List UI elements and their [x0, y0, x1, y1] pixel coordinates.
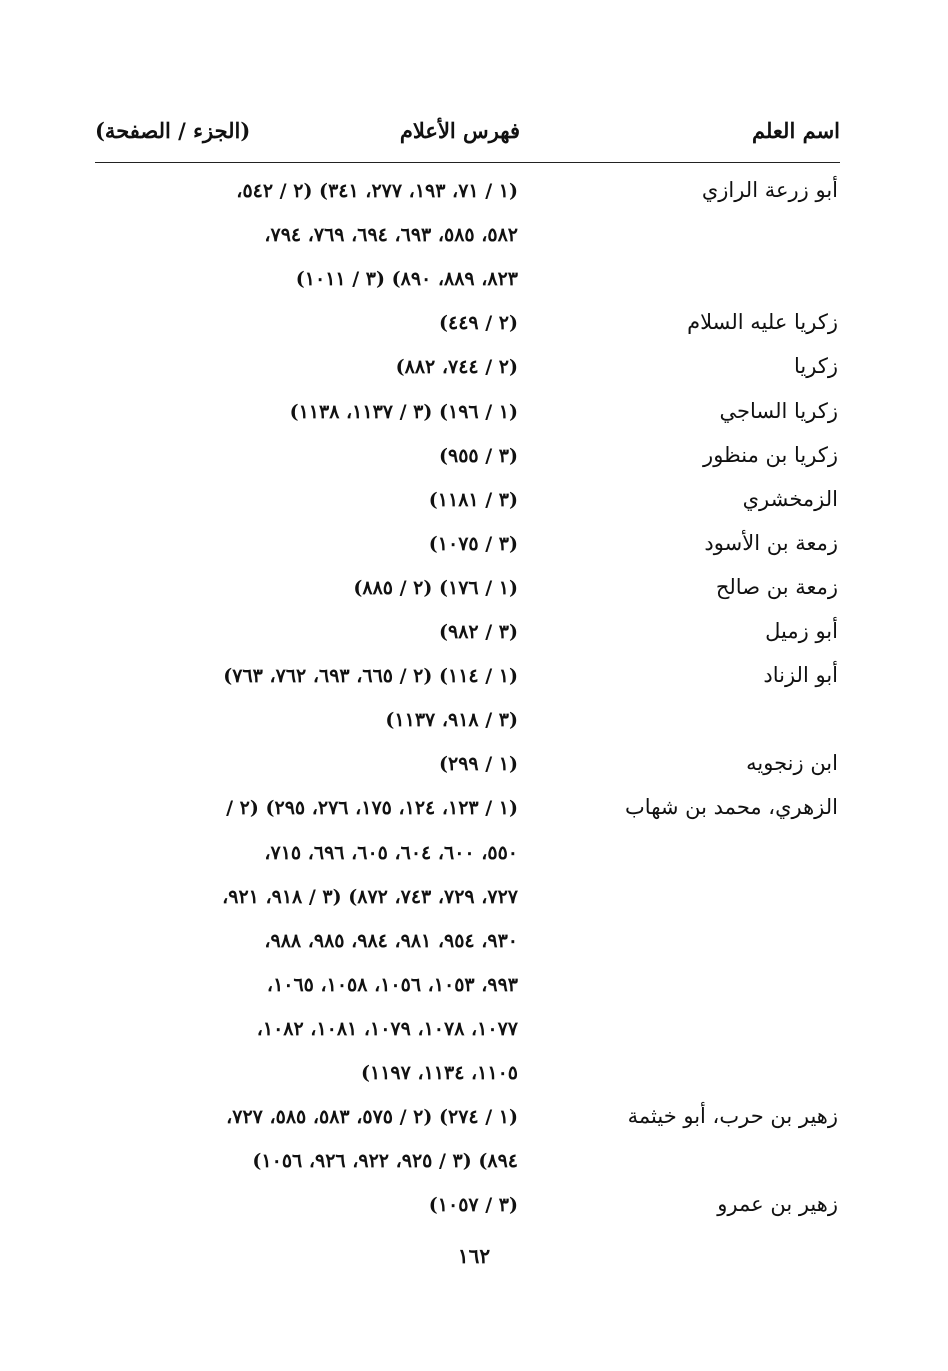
index-line — [0, 663, 948, 699]
index-line — [0, 619, 948, 655]
entry-name: زكريا — [794, 354, 838, 379]
entry-references: ٨٢٣، ٨٨٩، ٨٩٠) (٣ / ١٠١١) — [295, 268, 518, 291]
index-line — [0, 310, 948, 346]
entry-references: ٥٨٢، ٥٨٥، ٦٩٣، ٦٩٤، ٧٦٩، ٧٩٤، — [264, 224, 518, 247]
entry-references: ٩٩٣، ١٠٥٣، ١٠٥٦، ١٠٥٨، ١٠٦٥، — [266, 973, 518, 996]
page-number: ١٦٢ — [457, 1244, 491, 1268]
entry-name: زهير بن حرب، أبو خيثمة — [627, 1104, 838, 1129]
index-line — [0, 1060, 948, 1096]
index-line — [0, 1192, 948, 1228]
entry-references: (١ / ١٧٦) (٢ / ٨٨٥) — [353, 576, 518, 599]
entry-references: ٨٩٤) (٣ / ٩٢٥، ٩٢٢، ٩٢٦، ١٠٥٦) — [252, 1150, 518, 1173]
entry-name: زكريا الساجي — [719, 398, 838, 423]
entry-name: الزمخشري — [742, 486, 838, 511]
entry-name: زهير بن عمرو — [717, 1192, 838, 1217]
name-column-heading: اسم العلم — [751, 118, 840, 143]
entry-name: زمعة بن صالح — [715, 574, 838, 599]
entry-name: زكريا عليه السلام — [687, 310, 838, 335]
entry-references: (٣ / ١١٨١) — [428, 488, 518, 511]
index-line — [0, 795, 948, 831]
entry-references: ١٠٧٧، ١٠٧٨، ١٠٧٩، ١٠٨١، ١٠٨٢، — [256, 1017, 518, 1040]
entry-references: (٣ / ١٠٧٥) — [428, 532, 518, 555]
entry-name: زمعة بن الأسود — [704, 530, 838, 555]
index-line — [0, 222, 948, 258]
entry-references: (٣ / ٩٥٥) — [438, 444, 518, 467]
entry-references: (١ / ٢٧٤) (٢ / ٥٧٥، ٥٨٣، ٥٨٥، ٧٢٧، — [226, 1106, 518, 1129]
index-line — [0, 707, 948, 743]
entry-references: ٧٢٧، ٧٢٩، ٧٤٣، ٨٧٢) (٣ / ٩١٨، ٩٢١، — [222, 885, 518, 908]
header-rule — [95, 162, 840, 163]
index-line — [0, 354, 948, 390]
index-line — [0, 1148, 948, 1184]
index-line — [0, 884, 948, 920]
index-line — [0, 266, 948, 302]
index-line — [0, 575, 948, 611]
index-line — [0, 531, 948, 567]
entry-references: (٣ / ١٠٥٧) — [428, 1194, 518, 1217]
refs-column-heading: (الجزء / الصفحة) — [95, 118, 251, 143]
entry-references: (٢ / ٤٤٩) — [438, 312, 518, 335]
index-line — [0, 178, 948, 214]
entry-references: (٣ / ٩٨٢) — [438, 621, 518, 643]
entry-references: ٥٥٠، ٦٠٠، ٦٠٤، ٦٠٥، ٦٩٦، ٧١٥، — [264, 841, 518, 864]
index-title: فهرس الأعلام — [399, 118, 520, 143]
entry-references: (١ / ١٩٦) (٣ / ١١٣٧، ١١٣٨) — [289, 400, 518, 423]
index-line — [0, 972, 948, 1008]
entry-name: أبو زرعة الرازي — [701, 178, 838, 202]
entry-name: زكريا بن منظور — [703, 442, 838, 467]
index-header — [95, 118, 840, 152]
index-line — [0, 443, 948, 479]
entry-references: ١١٠٥، ١١٣٤، ١١٩٧) — [361, 1062, 518, 1084]
index-line — [0, 399, 948, 435]
entry-references: (١ / ٧١، ١٩٣، ٢٧٧، ٣٤١) (٢ / ٥٤٢، — [236, 180, 518, 202]
entry-name: أبو الزناد — [763, 663, 838, 688]
entry-references: ٩٣٠، ٩٥٤، ٩٨١، ٩٨٤، ٩٨٥، ٩٨٨، — [264, 929, 518, 952]
entry-references: (١ / ٢٩٩) — [438, 753, 518, 776]
entry-references: (٢ / ٧٤٤، ٨٨٢) — [395, 356, 518, 379]
index-line — [0, 1104, 948, 1140]
index-line — [0, 928, 948, 964]
entry-name: أبو زميل — [765, 619, 838, 643]
entry-name: ابن زنجويه — [746, 751, 838, 776]
entry-references: (١ / ١١٤) (٢ / ٦٦٥، ٦٩٣، ٧٦٢، ٧٦٣) — [223, 665, 518, 688]
entry-references: (٣ / ٩١٨، ١١٣٧) — [385, 709, 518, 732]
index-line — [0, 1016, 948, 1052]
entry-name: الزهري، محمد بن شهاب — [625, 795, 838, 820]
index-line — [0, 487, 948, 523]
index-line — [0, 840, 948, 876]
index-line — [0, 751, 948, 787]
entry-references: (١ / ١٢٣، ١٢٤، ١٧٥، ٢٧٦، ٢٩٥) (٢ / — [226, 797, 518, 820]
